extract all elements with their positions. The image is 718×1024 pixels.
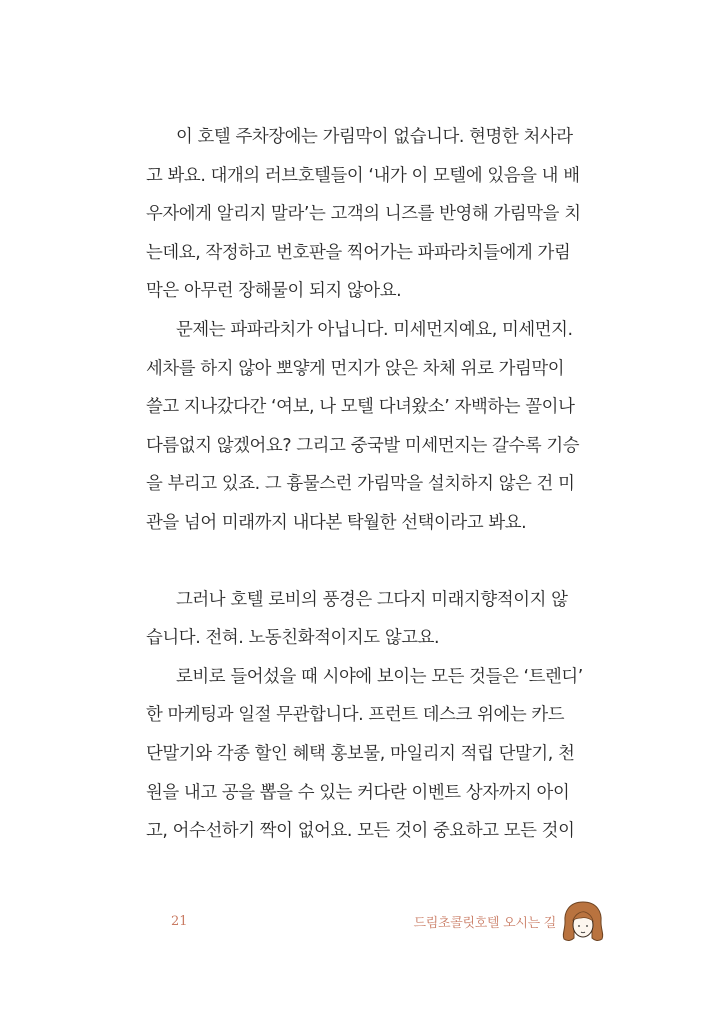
text-line: 단말기와 각종 할인 혜택 홍보물, 마일리지 적립 단말기, 천	[146, 743, 575, 764]
character-avatar-icon	[559, 898, 607, 946]
text-line: 고 봐요. 대개의 러브호텔들이 ‘내가 이 모텔에 있음을 내 배	[146, 165, 580, 186]
text-line: 을 부리고 있죠. 그 흉물스런 가림막을 설치하지 않은 건 미	[146, 474, 575, 495]
text-line: 관을 넘어 미래까지 내다본 탁월한 선택이라고 봐요.	[146, 512, 527, 533]
text-line: 로비로 들어섰을 때 시야에 보이는 모든 것들은 ‘트렌디’	[176, 666, 583, 687]
text-line: 막은 아무런 장해물이 되지 않아요.	[146, 281, 402, 302]
text-line: 한 마케팅과 일절 무관합니다. 프런트 데스크 위에는 카드	[146, 705, 565, 726]
text-line: 습니다. 전혀. 노동친화적이지도 않고요.	[146, 628, 440, 649]
section-break	[146, 543, 606, 581]
text-line: 다름없지 않겠어요? 그리고 중국발 미세먼지는 갈수록 기승	[146, 435, 580, 456]
text-line: 그러나 호텔 로비의 풍경은 그다지 미래지향적이지 않	[176, 589, 568, 610]
text-line: 문제는 파파라치가 아닙니다. 미세먼지예요, 미세먼지.	[176, 319, 573, 340]
text-line: 원을 내고 공을 뽑을 수 있는 커다란 이벤트 상자까지 아이	[146, 782, 570, 803]
running-title: 드림초콜릿호텔 오시는 길	[413, 916, 556, 931]
page-number: 21	[171, 914, 188, 929]
text-line: 우자에게 알리지 말라’는 고객의 니즈를 반영해 가림막을 치	[146, 204, 581, 225]
text-line: 고, 어수선하기 짝이 없어요. 모든 것이 중요하고 모든 것이	[146, 821, 575, 842]
body-text	[146, 118, 606, 851]
text-line: 는데요, 작정하고 번호판을 찍어가는 파파라치들에게 가림	[146, 242, 571, 263]
text-line: 세차를 하지 않아 뽀얗게 먼지가 앉은 차체 위로 가림막이	[146, 358, 565, 379]
text-line: 쓸고 지나갔다간 ‘여보, 나 모텔 다녀왔소’ 자백하는 꼴이나	[146, 397, 575, 418]
text-line: 이 호텔 주차장에는 가림막이 없습니다. 현명한 처사라	[176, 127, 573, 147]
